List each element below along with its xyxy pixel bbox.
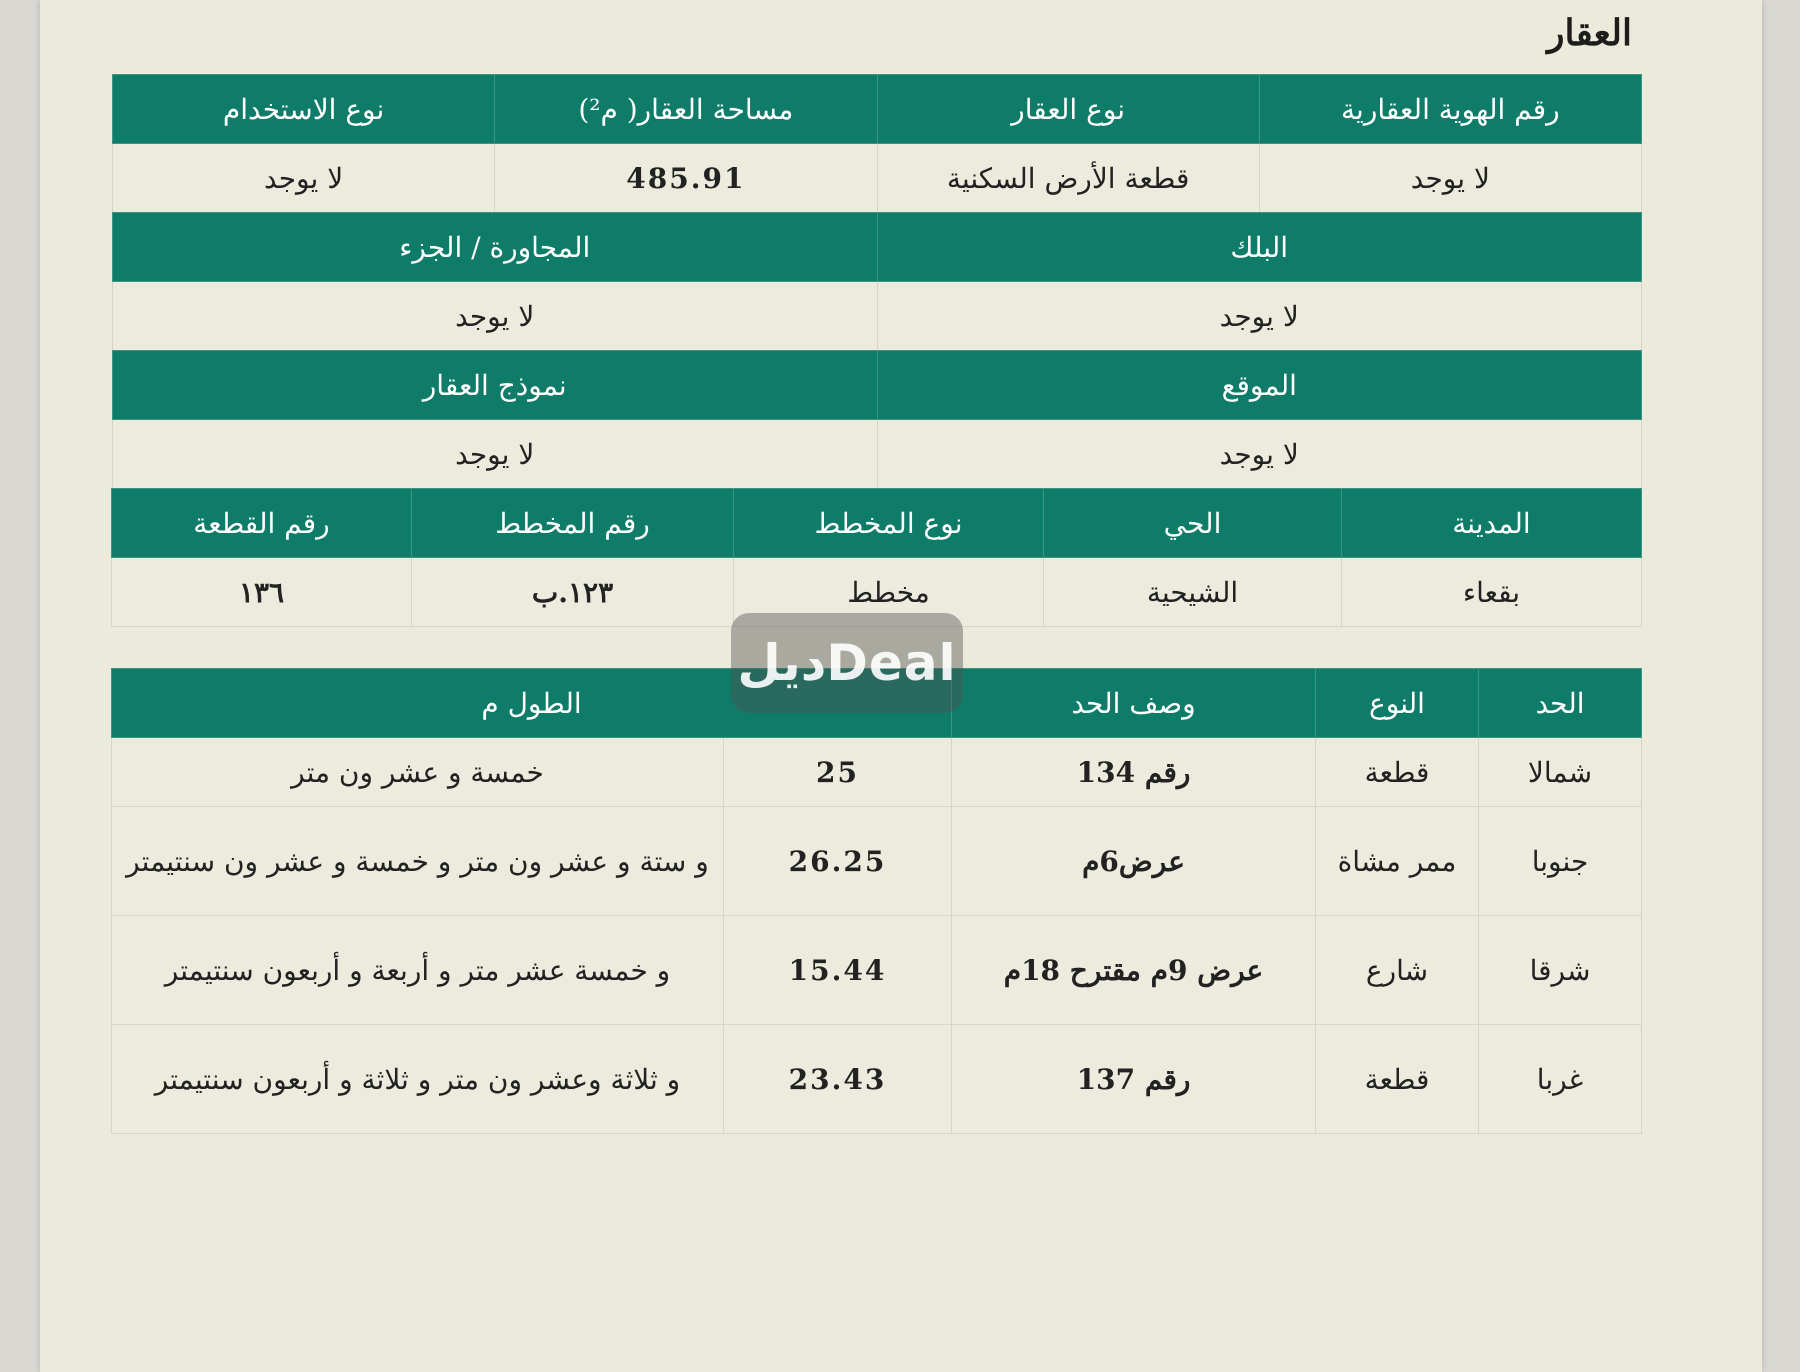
border-side: غربا (1479, 1025, 1642, 1134)
border-length-text: خمسة و عشر ون متر (111, 738, 723, 807)
plot-number-value: ١٣٦ (112, 558, 412, 627)
block-value: لا يوجد (877, 282, 1642, 351)
header-cell: الطول م (111, 669, 951, 738)
property-type-value: قطعة الأرض السكنية (877, 144, 1259, 213)
border-side: شرقا (1479, 916, 1642, 1025)
header-cell: وصف الحد (952, 669, 1316, 738)
header-cell: رقم القطعة (112, 489, 412, 558)
header-cell: المجاورة / الجزء (113, 213, 878, 282)
watermark-logo: ديلDeal (731, 613, 963, 713)
border-length: 25 (724, 738, 952, 807)
border-length-text: و خمسة عشر متر و أربعة و أربعون سنتيمتر (111, 916, 723, 1025)
plan-type-value: مخطط (734, 558, 1044, 627)
plan-table (111, 488, 1642, 627)
header-cell: مساحة العقار( م²) (495, 75, 877, 144)
property-area-value: 485.91 (495, 144, 877, 213)
header-cell: الموقع (877, 351, 1642, 420)
table-row (113, 144, 1642, 213)
border-type: قطعة (1316, 1025, 1479, 1134)
location-table (112, 350, 1642, 489)
table-row (111, 1025, 1641, 1134)
location-value: لا يوجد (877, 420, 1642, 489)
border-description: رقم 134 (952, 738, 1316, 807)
table-row (111, 738, 1641, 807)
header-row (113, 213, 1642, 282)
table-row (111, 807, 1641, 916)
header-cell: رقم الهوية العقارية (1259, 75, 1641, 144)
border-length: 26.25 (724, 807, 952, 916)
header-cell: المدينة (1342, 489, 1642, 558)
header-cell: الحي (1044, 489, 1342, 558)
section-title: العقار (1547, 12, 1632, 54)
table-row (111, 916, 1641, 1025)
border-description: رقم 137 (952, 1025, 1316, 1134)
border-type: قطعة (1316, 738, 1479, 807)
header-row (113, 75, 1642, 144)
plan-number-value: ١٢٣.ب (412, 558, 734, 627)
header-cell: النوع (1316, 669, 1479, 738)
neighborhood-part-value: لا يوجد (113, 282, 878, 351)
header-row (112, 489, 1642, 558)
usage-type-value: لا يوجد (113, 144, 495, 213)
header-cell: نوع المخطط (734, 489, 1044, 558)
property-id-value: لا يوجد (1259, 144, 1641, 213)
header-cell: الحد (1479, 669, 1642, 738)
header-row (113, 351, 1642, 420)
border-length: 23.43 (724, 1025, 952, 1134)
district-value: الشيحية (1044, 558, 1342, 627)
property-info-table (112, 74, 1642, 213)
block-table (112, 212, 1642, 351)
property-model-value: لا يوجد (113, 420, 878, 489)
table-row (113, 282, 1642, 351)
border-length-text: و ثلاثة وعشر ون متر و ثلاثة و أربعون سنتيمتر (111, 1025, 723, 1134)
border-side: شمالا (1479, 738, 1642, 807)
border-side: جنوبا (1479, 807, 1642, 916)
border-length: 15.44 (724, 916, 952, 1025)
border-type: شارع (1316, 916, 1479, 1025)
header-cell: نوع الاستخدام (113, 75, 495, 144)
city-value: بقعاء (1342, 558, 1642, 627)
border-length-text: و ستة و عشر ون متر و خمسة و عشر ون سنتيمتر (111, 807, 723, 916)
border-type: ممر مشاة (1316, 807, 1479, 916)
header-cell: نموذج العقار (113, 351, 878, 420)
table-row (113, 420, 1642, 489)
header-cell: رقم المخطط (412, 489, 734, 558)
border-description: عرض6م (952, 807, 1316, 916)
border-description: عرض 9م مقترح 18م (952, 916, 1316, 1025)
header-cell: البلك (877, 213, 1642, 282)
header-cell: نوع العقار (877, 75, 1259, 144)
boundaries-table (111, 668, 1642, 1134)
